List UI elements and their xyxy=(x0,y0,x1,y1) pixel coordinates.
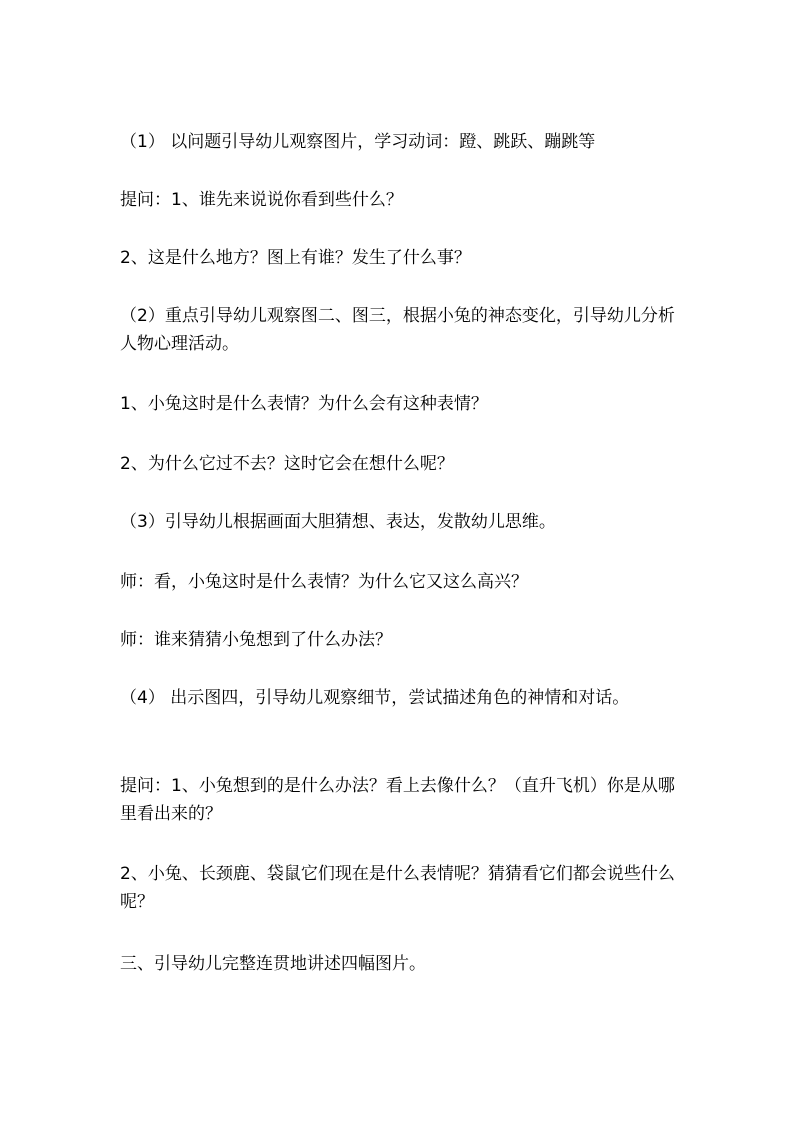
paragraph-10: （4） 出示图四，引导幼儿观察细节，尝试描述角色的神情和对话。 xyxy=(120,688,630,708)
paragraph-2: 提问：1、谁先来说说你看到些什么？ xyxy=(120,190,403,210)
paragraph-1: （1） 以问题引导幼儿观察图片，学习动词：蹬、跳跃、蹦跳等 xyxy=(120,132,596,152)
paragraph-11: 提问：1、小兔想到的是什么办法？看上去像什么？（直升飞机）你是从哪里看出来的？ xyxy=(120,776,675,824)
paragraph-6: 2、为什么它过不去？这时它会在想什么呢？ xyxy=(120,454,454,474)
paragraph-5: 1、小兔这时是什么表情？为什么会有这种表情？ xyxy=(120,394,488,414)
paragraph-9: 师：谁来猜猜小兔想到了什么办法？ xyxy=(120,630,392,650)
paragraph-13: 三、引导幼儿完整连贯地讲述四幅图片。 xyxy=(120,954,426,974)
paragraph-4: （2）重点引导幼儿观察图二、图三，根据小兔的神态变化，引导幼儿分析人物心理活动。 xyxy=(120,306,675,354)
paragraph-3: 2、这是什么地方？图上有谁？发生了什么事？ xyxy=(120,248,471,268)
paragraph-7: （3）引导幼儿根据画面大胆猜想、表达，发散幼儿思维。 xyxy=(120,512,556,532)
paragraph-12: 2、小兔、长颈鹿、袋鼠它们现在是什么表情呢？猜猜看它们都会说些什么呢？ xyxy=(120,864,675,912)
paragraph-8: 师：看，小兔这时是什么表情？为什么它又这么高兴？ xyxy=(120,572,528,592)
